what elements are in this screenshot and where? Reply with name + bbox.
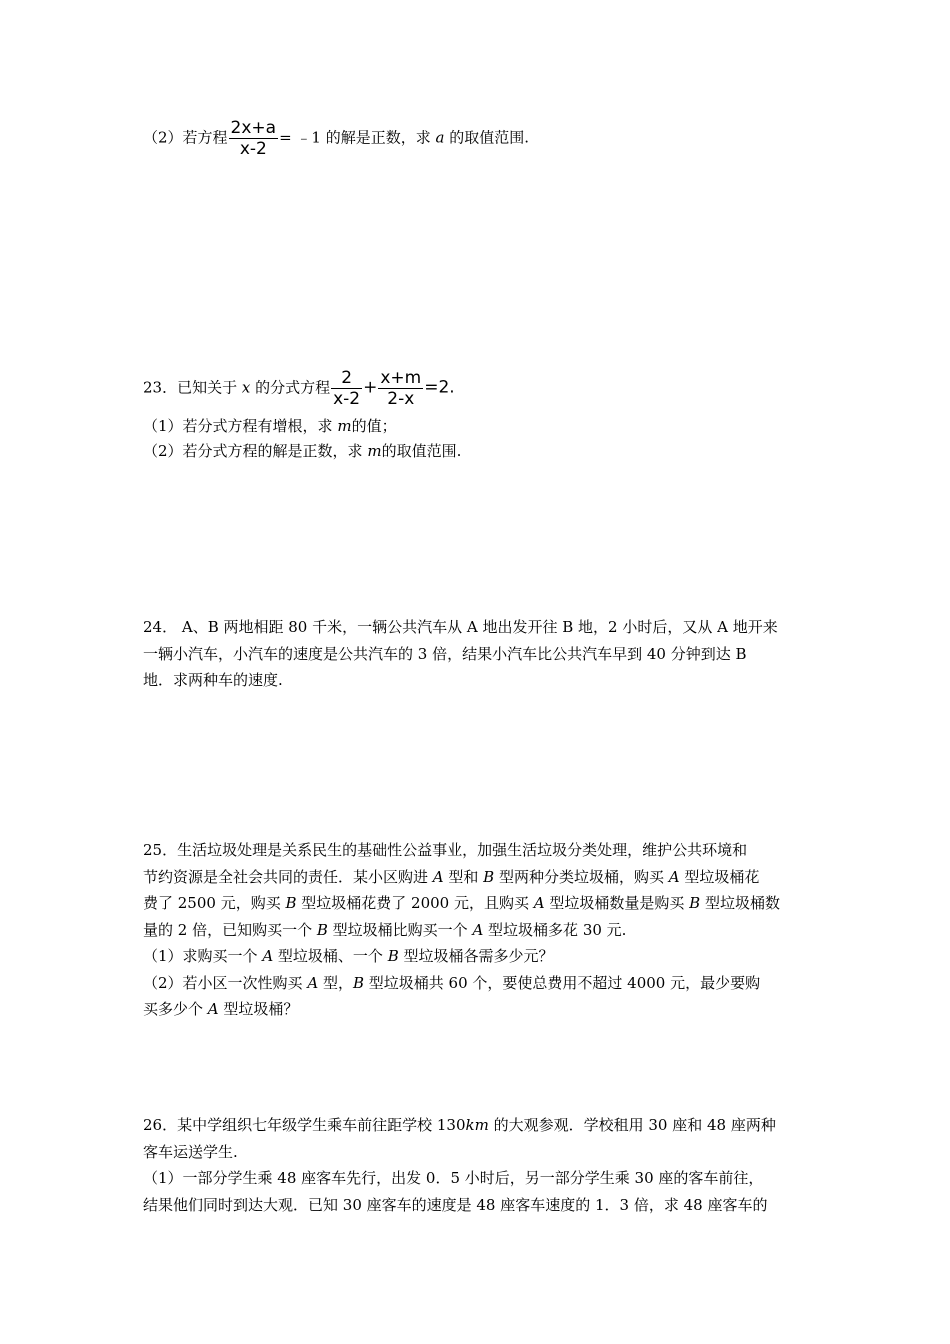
q24: 24． A、B 两地相距 80 千米，一辆公共汽车从 A 地出发开往 B 地，2 小时后，又从 A 地开来 一辆小汽车，小汽车的速度是公共汽车的 3 倍，结果小汽车比公共汽车早到 40 分钟到达 B 地．求两种车的速度. xyxy=(143,618,778,689)
q23-stem: 23．已知关于 x 的分式方程 $\frac{2}{x-2}$ + $\frac{x+m}{2-x}$ =2. xyxy=(143,368,455,409)
fraction: $\frac{x+m}{2-x}$ xyxy=(380,368,422,409)
q23-part2: （2）若分式方程的解是正数，求 m的取值范围. xyxy=(143,442,462,460)
q25: 25．生活垃圾处理是关系民生的基础性公益事业，加强生活垃圾分类处理，维护公共环境和 节约资源是全社会共同的责任．某小区购进 A 型和 B 型两种分类垃圾桶，购买 A 型垃圾桶花 费了 2500 元，购买 B 型垃圾桶花费了 2000 元，且购买 A 型垃圾桶数量是购买 B 型垃圾桶数 量的 2 倍，已知购买一个 B 型垃圾桶比购买一个 A 型垃圾桶多花 30 元. （1）求购买一个 A 型垃圾桶、一个 B 型垃圾桶各需多少元？ （2）若小区一次性购买 A 型，B 型垃圾桶共 60 个，要使总费用不超过 4000 元，最少要购 买多少个 A 型垃圾桶？ xyxy=(143,841,780,1018)
fraction: $\frac{2}{x-2}$ xyxy=(333,368,361,409)
q23-part1: （1）若分式方程有增根，求 m的值； xyxy=(143,417,397,435)
q26: 26．某中学组织七年级学生乘车前往距学校 130km 的大观参观．学校租用 30 座和 48 座两种 客车运送学生. （1）一部分学生乘 48 座客车先行，出发 0．5 小时后，另一部分学生乘 30 座的客车前往， 结果他们同时到达大观．已知 30 座客车的速度是 48 座客车速度的 1．3 倍，求 48 座客车的 xyxy=(143,1116,776,1214)
fraction: $\frac{2x+a}{x-2}$ xyxy=(230,118,277,159)
q22-part2: （2）若方程 $\frac{2x+a}{x-2}$ = ﹣1 的解是正数，求 a 的取值范围. xyxy=(143,118,530,159)
